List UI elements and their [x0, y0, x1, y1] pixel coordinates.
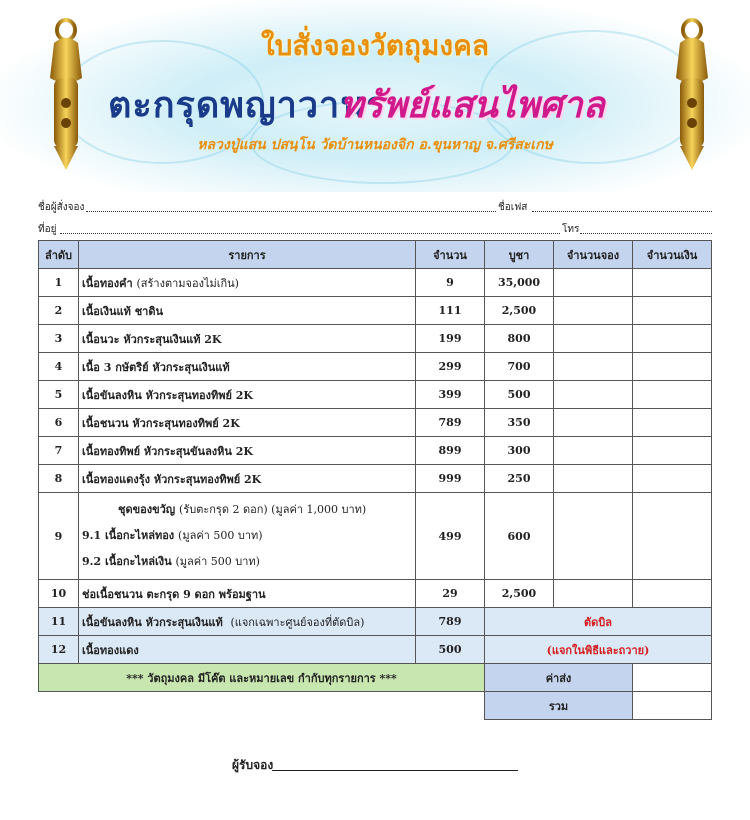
- table-row: 2 เนื้อเงินแท้ ชาดิน 111 2,500: [39, 297, 712, 325]
- amount-cell[interactable]: [633, 465, 712, 493]
- col-header-amount: จำนวนเงิน: [633, 241, 712, 269]
- table-row: 7 เนื้อทองทิพย์ หัวกระสุนขันลงหิน 2K 899 300: [39, 437, 712, 465]
- phone-field[interactable]: [580, 233, 712, 234]
- amount-cell[interactable]: [633, 297, 712, 325]
- amount-cell[interactable]: [633, 269, 712, 297]
- amount-cell[interactable]: [633, 437, 712, 465]
- table-header-row: [39, 241, 712, 269]
- shipping-amount[interactable]: [633, 664, 712, 692]
- orderer-label: ชื่อผู้สั่งจอง: [38, 202, 85, 213]
- temple-subtitle: หลวงปู่แสน ปสนฺโน วัดบ้านหนองจิก อ.ขุนหาญ จ.ศรีสะเกษ: [197, 137, 553, 153]
- reserve-input[interactable]: [554, 297, 633, 325]
- phone-label: โทร: [562, 224, 580, 235]
- col-header-item: รายการ: [79, 241, 416, 269]
- total-amount[interactable]: [633, 692, 712, 720]
- table-row: 5 เนื้อขันลงหิน หัวกระสุนทองทิพย์ 2K 399 500: [39, 381, 712, 409]
- reserve-input[interactable]: [554, 580, 633, 608]
- col-header-price: บูชา: [485, 241, 554, 269]
- status-label: ตัดบิล: [485, 608, 712, 636]
- reserve-input[interactable]: [554, 465, 633, 493]
- reserve-input[interactable]: [554, 353, 633, 381]
- amulet-name-part1: ตะกรุดพญาวานร: [108, 84, 387, 126]
- col-header-no: ลำดับ: [39, 241, 79, 269]
- table-row: 4 เนื้อ 3 กษัตริย์ หัวกระสุนเงินแท้ 299 700: [39, 353, 712, 381]
- facebook-label: ชื่อเฟส: [498, 202, 528, 213]
- shipping-label: ค่าส่ง: [485, 664, 633, 692]
- reserve-input[interactable]: [554, 325, 633, 353]
- amount-cell[interactable]: [633, 325, 712, 353]
- order-table: [38, 240, 712, 720]
- reserve-input[interactable]: [554, 381, 633, 409]
- footer-note: *** วัตถุมงคล มีโค๊ต และหมายเลข กำกับทุกรายการ ***: [39, 664, 485, 692]
- table-row: 1 เนื้อทองคำ (สร้างตามจองไม่เกิน) 9 35,000: [39, 269, 712, 297]
- receiver-signature-line[interactable]: [272, 770, 518, 771]
- reserve-input[interactable]: [554, 493, 633, 580]
- table-row-gift-set: 9 ชุดของขวัญ (รับตะกรุด 2 ดอก) (มูลค่า 1,000 บาท) 9.1 เนื้อกะไหล่ทอง (มูลค่า 500 บาท) 9.2 เนื้อกะไหล่เงิน (มูลค่า 500 บาท) 499 600: [39, 493, 712, 580]
- orderer-field[interactable]: [86, 211, 496, 212]
- status-label: (แจกในพิธีและถวาย): [485, 636, 712, 664]
- facebook-field[interactable]: [532, 211, 712, 212]
- amount-cell[interactable]: [633, 381, 712, 409]
- header-banner: [0, 0, 750, 192]
- table-row: 6 เนื้อชนวน หัวกระสุนทองทิพย์ 2K 789 350: [39, 409, 712, 437]
- col-header-qty: จำนวน: [416, 241, 485, 269]
- address-field[interactable]: [60, 233, 560, 234]
- amount-cell[interactable]: [633, 353, 712, 381]
- reserve-input[interactable]: [554, 269, 633, 297]
- table-row: 8 เนื้อทองแดงรุ้ง หัวกระสุนทองทิพย์ 2K 999 250: [39, 465, 712, 493]
- reserve-input[interactable]: [554, 409, 633, 437]
- amulet-name-part2: ทรัพย์แสนไพศาล: [340, 84, 605, 126]
- amount-cell[interactable]: [633, 580, 712, 608]
- amount-cell[interactable]: [633, 409, 712, 437]
- form-title: ใบสั่งจองวัตถุมงคล: [261, 29, 489, 62]
- reserve-input[interactable]: [554, 437, 633, 465]
- table-row: 10 ช่อเนื้อชนวน ตะกรุด 9 ดอก พร้อมฐาน 29 2,500: [39, 580, 712, 608]
- shipping-row: [39, 664, 712, 692]
- receiver-label: ผู้รับจอง: [232, 758, 274, 772]
- table-row: 3 เนื้อนวะ หัวกระสุนเงินแท้ 2K 199 800: [39, 325, 712, 353]
- total-label: รวม: [485, 692, 633, 720]
- amount-cell[interactable]: [633, 493, 712, 580]
- col-header-reserve: จำนวนจอง: [554, 241, 633, 269]
- table-row-special: 12 เนื้อทองแดง 500 (แจกในพิธีและถวาย): [39, 636, 712, 664]
- table-row-special: 11 เนื้อขันลงหิน หัวกระสุนเงินแท้ (แจกเฉพาะศูนย์จองที่ตัดบิล) 789 ตัดบิล: [39, 608, 712, 636]
- address-label: ที่อยู่: [38, 224, 57, 235]
- total-row: [39, 692, 712, 720]
